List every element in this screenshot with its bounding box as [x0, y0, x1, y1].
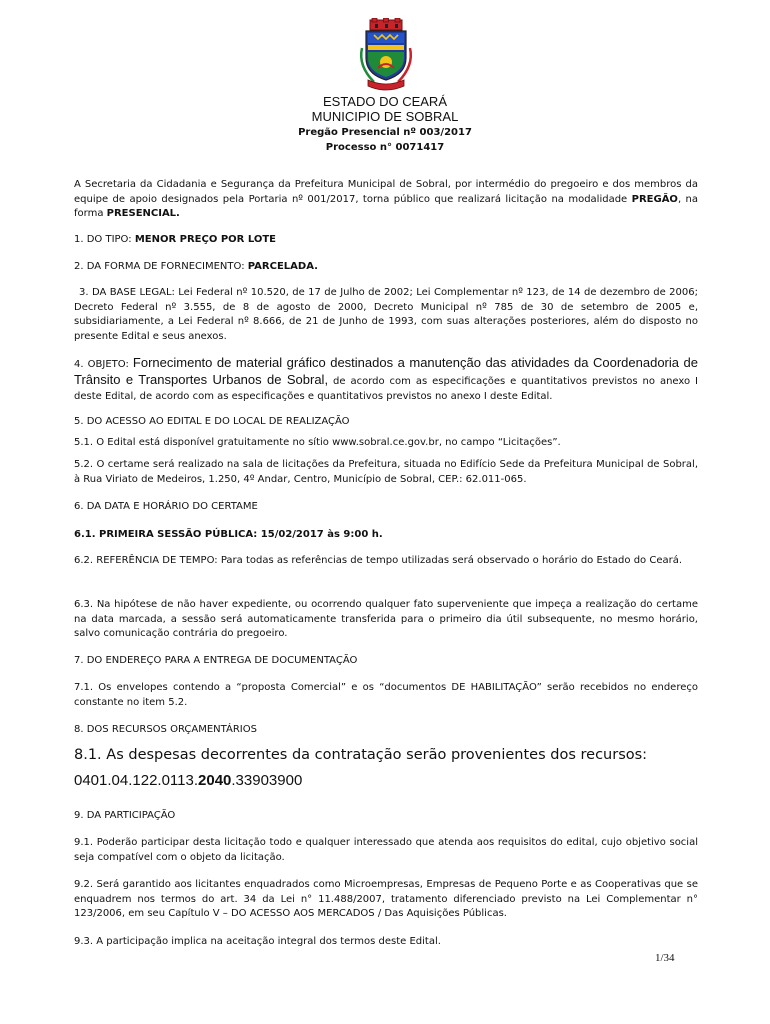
section-2-forma-fornecimento: 2. DA FORMA DE FORNECIMENTO: PARCELADA.	[74, 261, 318, 272]
budget-code: 0401.04.122.0113.2040.33903900	[74, 772, 303, 789]
section-6-2: 6.2. REFERÊNCIA DE TEMPO: Para todas as referências de tempo utilizadas será observado o horário do Estado do Ceará.	[74, 555, 683, 566]
section-6-title: 6. DA DATA E HORÁRIO DO CERTAME	[74, 501, 258, 512]
section-9-2: 9.2. Será garantido aos licitantes enquadrados como Microempresas, Empresas de Pequeno Porte e as Cooperativas que se enquadrem nos termos do art. 34 da Lei n° 11.488/2007, tratamento diferenciado previsto na Lei Complementar n° 123/2006, em seu Capítulo V – DO ACESSO AOS MERCADOS / Das Aquisições Públicas.	[74, 879, 698, 919]
section-9-3: 9.3. A participação implica na aceitação integral dos termos deste Edital.	[74, 936, 441, 947]
section-7-title: 7. DO ENDEREÇO PARA A ENTREGA DE DOCUMENTAÇÃO	[74, 655, 358, 666]
section-8-title: 8. DOS RECURSOS ORÇAMENTÁRIOS	[74, 724, 257, 735]
section-9-title: 9. DA PARTICIPAÇÃO	[74, 810, 176, 821]
page-number: 1/34	[655, 952, 675, 964]
section-7-1: 7.1. Os envelopes contendo a “proposta Comercial” e os “documentos DE HABILITAÇÃO” serão recebidos no endereço constante no item 5.2.	[74, 682, 698, 708]
section-4-objeto: 4. OBJETO: Fornecimento de material gráfico destinados a manutenção das atividades da Coordenadoria de Trânsito e Transportes Urbanos de Sobral, de acordo com as especificações e quantitativos previstos no anexo I deste Edital, de acordo com as especificações e quantitativos previstos no anexo I deste Edital.	[74, 355, 699, 402]
section-9-1: 9.1. Poderão participar desta licitação todo e qualquer interessado que atenda aos requisitos do edital, cujo objetivo social seja compatível com o objeto da licitação.	[74, 837, 698, 863]
section-5-2: 5.2. O certame será realizado na sala de licitações da Prefeitura, situada no Edifício Sede da Prefeitura Municipal de Sobral, à Rua Viriato de Medeiros, 1.250, 4º Andar, Centro, Município de Sobral, CEP.: 62.011-065.	[74, 459, 698, 485]
state-title: ESTADO DO CEARÁ	[322, 94, 447, 109]
municipality-title: MUNICIPIO DE SOBRAL	[311, 109, 459, 124]
processo-number: Processo n° 0071417	[325, 142, 445, 153]
section-6-3: 6.3. Na hipótese de não haver expediente, ou ocorrendo qualquer fato superveniente que impeça a realização do certame na data marcada, a sessão será automaticamente transferida para o primeiro dia útil subsequente, no mesmo horário, salvo comunicação contrária do pregoeiro.	[74, 599, 698, 639]
section-1-tipo: 1. DO TIPO: MENOR PREÇO POR LOTE	[74, 234, 277, 245]
section-5-1: 5.1. O Edital está disponível gratuitamente no sítio www.sobral.ce.gov.br, no campo “Licitações”.	[74, 437, 561, 448]
section-3-base-legal: 3. DA BASE LEGAL: Lei Federal nº 10.520, de 17 de Julho de 2002; Lei Complementar nº 123, de 14 de dezembro de 2006; Decreto Federal nº 3.555, de 8 de agosto de 2000, Decreto Municipal nº 785 de 30 de setembro de 2005 e, subsidiariamente, a Lei Federal nº 8.666, de 21 de Junho de 1993, com suas alterações posteriores, além do disposto no presente Edital e seus anexos.	[74, 287, 698, 342]
section-6-1-primeira-sessao: 6.1. PRIMEIRA SESSÃO PÚBLICA: 15/02/2017 às 9:00 h.	[74, 529, 383, 540]
sobral-coat-of-arms-icon	[356, 18, 416, 92]
section-8-1: 8.1. As despesas decorrentes da contratação serão provenientes dos recursos:	[74, 747, 648, 763]
section-5-title: 5. DO ACESSO AO EDITAL E DO LOCAL DE REALIZAÇÃO	[74, 416, 350, 427]
pregao-number: Pregão Presencial nº 003/2017	[298, 127, 472, 138]
intro-paragraph: A Secretaria da Cidadania e Segurança da Prefeitura Municipal de Sobral, por intermédio do pregoeiro e dos membros da equipe de apoio designados pela Portaria nº 001/2017, torna público que realizará licitação na modalidade PREGÃO, na forma PRESENCIAL.	[74, 179, 698, 219]
